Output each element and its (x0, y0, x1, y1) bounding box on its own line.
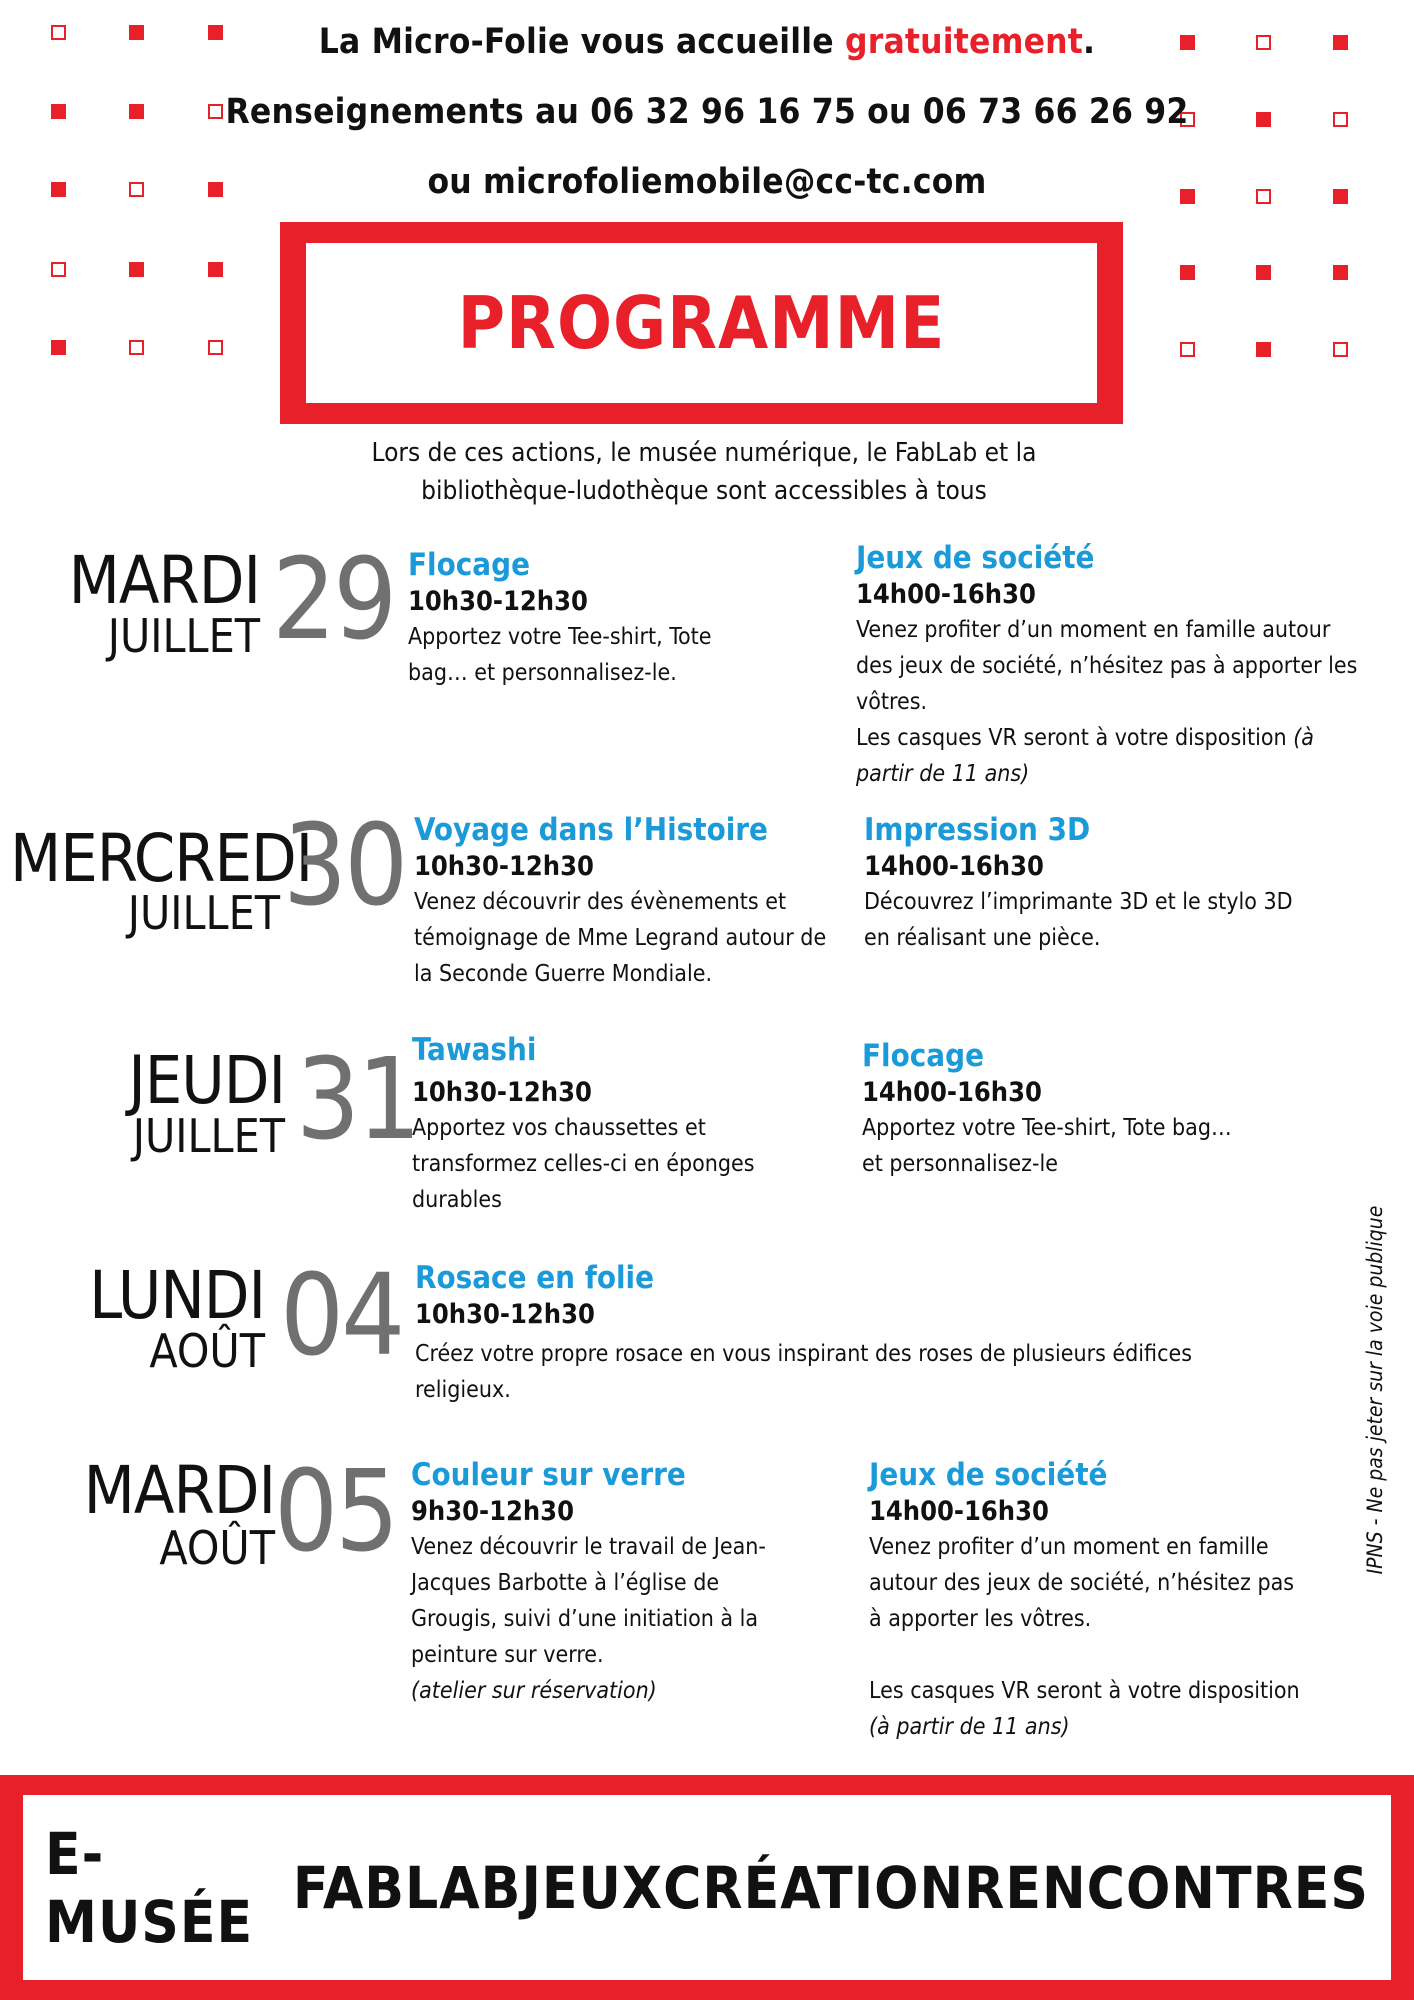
day-month: AOÛT (159, 1521, 275, 1575)
programme-intro (300, 434, 1108, 510)
activity-description (862, 1110, 1322, 1182)
footer-frame (0, 1775, 1414, 2000)
footer-item-jeux: JEUX (521, 1853, 664, 1922)
square-outline (1333, 342, 1348, 357)
desc-line: transformez celles-ci en éponges (412, 1151, 755, 1177)
intro-line: bibliothèque-ludothèque sont accessibles à tous (421, 476, 987, 506)
activity-title: Tawashi (412, 1032, 537, 1068)
activity-hours: 10h30-12h30 (415, 1299, 595, 1330)
day-month: JUILLET (127, 886, 280, 940)
day-month: JUILLET (132, 1109, 285, 1163)
desc-line: Grougis, suivi d’une initiation à la (411, 1606, 759, 1632)
desc-italic: (atelier sur réservation) (411, 1678, 657, 1704)
programme-inner (306, 243, 1097, 403)
header-phone: Renseignements au 06 32 96 16 75 ou 06 73 66 26 92 (225, 92, 1189, 132)
header-welcome (0, 22, 1414, 62)
activity-hours: 10h30-12h30 (412, 1077, 592, 1108)
desc-line: vôtres. (856, 689, 928, 715)
activity-title: Flocage (862, 1038, 985, 1074)
day-month: AOÛT (149, 1324, 265, 1378)
activity-description (856, 612, 1396, 792)
square-filled (129, 262, 144, 277)
activity-hours: 14h00-16h30 (862, 1077, 1042, 1108)
activity-description (415, 1336, 1315, 1408)
activity-title: Flocage (408, 547, 531, 583)
activity-title: Voyage dans l’Histoire (414, 812, 768, 848)
square-outline (208, 340, 223, 355)
desc-line: Découvrez l’imprimante 3D et le stylo 3D (864, 889, 1293, 915)
activity-hours: 14h00-16h30 (856, 579, 1036, 610)
activity-hours: 10h30-12h30 (414, 851, 594, 882)
activity-voyage-histoire (414, 810, 854, 992)
square-filled (208, 262, 223, 277)
desc-line: Créez votre propre rosace en vous inspirant des roses de plusieurs édifices (415, 1341, 1192, 1367)
activity-title: Jeux de société (869, 1457, 1108, 1493)
activity-title: Jeux de société (856, 540, 1095, 576)
desc-line: Les casques VR seront à votre disposition (869, 1678, 1300, 1704)
desc-italic: (à partir de 11 ans) (869, 1714, 1070, 1740)
day-weekday: JEUDI (128, 1042, 285, 1119)
header-email: ou microfoliemobile@cc-tc.com (427, 162, 987, 202)
day-weekday: MARDI (83, 1452, 275, 1529)
day-month: JUILLET (107, 609, 260, 663)
activity-impression-3d (864, 810, 1364, 956)
desc-line: la Seconde Guerre Mondiale. (414, 961, 713, 987)
desc-line: Venez profiter d’un moment en famille autour (856, 617, 1331, 643)
day-number: 05 (274, 1447, 397, 1577)
activity-description (864, 884, 1364, 956)
side-note: IPNS - Ne pas jeter sur la voie publique (1363, 1205, 1387, 1575)
square-outline (51, 262, 66, 277)
footer-item-creation: CRÉATION (663, 1853, 965, 1922)
activity-hours: 10h30-12h30 (408, 586, 588, 617)
desc-spacer (869, 1637, 1339, 1673)
square-filled (51, 340, 66, 355)
day-number: 31 (296, 1035, 419, 1165)
desc-line: Venez découvrir des évènements et (414, 889, 787, 915)
activity-description (414, 884, 854, 992)
square-outline (1180, 342, 1195, 357)
activity-tawashi (412, 1030, 832, 1218)
footer-item-rencontres: RENCONTRES (964, 1853, 1369, 1922)
activity-description (412, 1110, 832, 1218)
footer-item-fablab: FABLAB (292, 1853, 522, 1922)
activity-description (411, 1529, 801, 1709)
square-filled (1333, 265, 1348, 280)
activity-title: Impression 3D (864, 812, 1091, 848)
day-weekday: LUNDI (89, 1257, 265, 1334)
desc-line: autour des jeux de société, n’hésitez pas (869, 1570, 1295, 1596)
day-weekday: MERCREDI (10, 820, 313, 897)
square-filled (1256, 342, 1271, 357)
activity-rosace-en-folie (415, 1258, 1315, 1408)
desc-italic: partir de 11 ans) (856, 761, 1030, 787)
desc-line: Venez découvrir le travail de Jean- (411, 1534, 766, 1560)
activity-hours: 14h00-16h30 (864, 851, 1044, 882)
programme-title: PROGRAMME (457, 281, 946, 365)
desc-line (856, 720, 1396, 756)
square-filled (1180, 265, 1195, 280)
desc-line: Venez profiter d’un moment en famille (869, 1534, 1269, 1560)
desc-line: Apportez vos chaussettes et (412, 1115, 706, 1141)
activity-jeux-de-societe-2 (869, 1455, 1339, 1745)
day-weekday: MARDI (68, 542, 260, 619)
activity-flocage (408, 545, 768, 691)
square-filled (1256, 265, 1271, 280)
activity-title: Couleur sur verre (411, 1457, 686, 1493)
day-number: 29 (272, 535, 395, 665)
square-outline (129, 340, 144, 355)
desc-line: durables (412, 1187, 502, 1213)
activity-jeux-de-societe (856, 538, 1396, 792)
activity-description (869, 1529, 1339, 1745)
desc-line: Jacques Barbotte à l’église de (411, 1570, 720, 1596)
desc-italic: (à (1293, 725, 1314, 751)
programme-frame (280, 222, 1123, 424)
footer-inner (23, 1795, 1391, 1980)
day-number: 04 (280, 1251, 403, 1381)
day-number: 30 (283, 801, 406, 931)
desc-line: religieux. (415, 1377, 511, 1403)
activity-flocage-2 (862, 1036, 1322, 1182)
desc-line: des jeux de société, n’hésitez pas à apporter les (856, 653, 1358, 679)
desc-line: Apportez votre Tee-shirt, Tote bag… (862, 1115, 1232, 1141)
desc-line: peinture sur verre. (411, 1642, 604, 1668)
desc-line: bag… et personnalisez-le. (408, 660, 677, 686)
desc-line: témoignage de Mme Legrand autour de (414, 925, 827, 951)
desc-line: Apportez votre Tee-shirt, Tote (408, 624, 712, 650)
desc-text: Les casques VR seront à votre disposition (856, 725, 1294, 751)
footer-item-emusee: E- MUSÉE (45, 1819, 254, 1956)
activity-hours: 14h00-16h30 (869, 1496, 1049, 1527)
desc-line: en réalisant une pièce. (864, 925, 1101, 951)
activity-title: Rosace en folie (415, 1260, 655, 1296)
welcome-text: La Micro-Folie vous accueille (318, 22, 845, 62)
intro-line: Lors de ces actions, le musée numérique, le FabLab et la (371, 438, 1037, 468)
welcome-period: . (1083, 22, 1096, 62)
activity-hours: 9h30-12h30 (411, 1496, 574, 1527)
desc-line: à apporter les vôtres. (869, 1606, 1092, 1632)
desc-line: et personnalisez-le (862, 1151, 1058, 1177)
activity-couleur-sur-verre (411, 1455, 801, 1709)
activity-description (408, 619, 768, 691)
free-highlight: gratuitement (844, 22, 1084, 62)
